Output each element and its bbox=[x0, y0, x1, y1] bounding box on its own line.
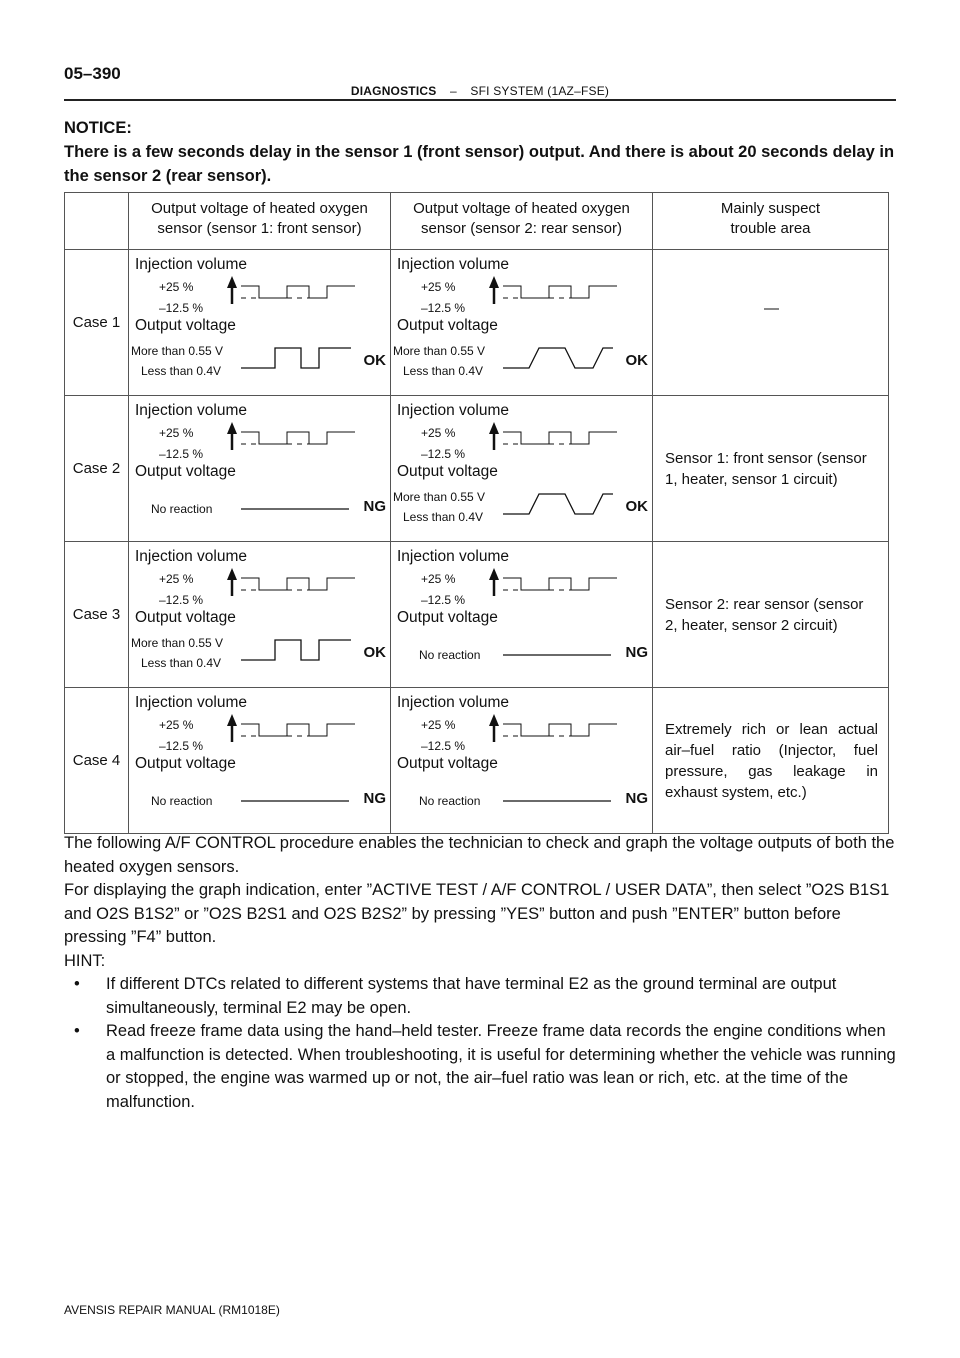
header-cell-rear-sensor: Output voltage of heated oxygen sensor (sensor 2: rear sensor) bbox=[391, 193, 653, 250]
result-badge: NG bbox=[625, 790, 648, 807]
output-voltage-label: Output voltage bbox=[397, 317, 498, 334]
injection-volume-label: Injection volume bbox=[397, 402, 510, 419]
flat-line-icon bbox=[503, 800, 613, 804]
minus-percent-label: –12.5 % bbox=[421, 301, 466, 315]
flat-line-icon bbox=[503, 654, 613, 658]
list-item bbox=[64, 1020, 898, 1114]
result-badge: OK bbox=[363, 644, 386, 661]
output-voltage-wave-icon bbox=[241, 344, 361, 374]
output-voltage-label: Output voltage bbox=[135, 609, 236, 626]
case-label: Case 4 bbox=[65, 688, 129, 834]
no-reaction-label: No reaction bbox=[151, 502, 213, 516]
hint-title: HINT: bbox=[64, 951, 106, 970]
bullet-text: If different DTCs related to different systems that have terminal E2 as the ground terminal are output simultaneously, terminal E2 may be open. bbox=[106, 975, 837, 1017]
body-text bbox=[64, 832, 898, 1114]
paragraph: For displaying the graph indication, enter ”ACTIVE TEST / A/F CONTROL / USER DATA”, then select ”O2S B1S1 and O2S B1S2” or ”O2S B2S1 and O2S B2S2” by pressing ”YES” button and push ”ENTER” button before pressing ”F4” button. bbox=[64, 881, 890, 946]
trouble-area: Extremely rich or lean actual air–fuel ratio (Injector, fuel pressure, gas leakage in exhaust system, etc.) bbox=[653, 688, 889, 834]
rear-sensor-cell bbox=[391, 688, 653, 834]
list-item bbox=[64, 973, 898, 1020]
injection-wave-icon bbox=[489, 714, 629, 748]
table-row bbox=[65, 542, 889, 688]
table-header-row bbox=[65, 193, 889, 250]
result-badge: OK bbox=[625, 498, 648, 515]
injection-wave-icon bbox=[489, 422, 629, 456]
rear-sensor-cell bbox=[391, 250, 653, 396]
table-row bbox=[65, 688, 889, 834]
injection-volume-label: Injection volume bbox=[397, 694, 510, 711]
result-badge: NG bbox=[625, 644, 648, 661]
front-sensor-cell bbox=[129, 542, 391, 688]
flat-line-icon bbox=[241, 800, 351, 804]
output-voltage-wave-icon bbox=[241, 636, 361, 666]
minus-percent-label: –12.5 % bbox=[421, 739, 466, 753]
notice-title: NOTICE: bbox=[64, 119, 132, 137]
output-voltage-label: Output voltage bbox=[397, 609, 498, 626]
injection-wave-icon bbox=[227, 714, 367, 748]
injection-wave-icon bbox=[489, 276, 629, 310]
paragraph: The following A/F CONTROL procedure enables the technician to check and graph the voltage outputs of both the heated oxygen sensors. bbox=[64, 834, 895, 876]
less-than-label: Less than 0.4V bbox=[403, 364, 484, 378]
result-badge: NG bbox=[363, 498, 386, 515]
table-row bbox=[65, 250, 889, 396]
diagnosis-table bbox=[64, 192, 889, 834]
header-cell-case bbox=[65, 193, 129, 250]
minus-percent-label: –12.5 % bbox=[159, 739, 204, 753]
output-voltage-label: Output voltage bbox=[397, 755, 498, 772]
more-than-label: More than 0.55 V bbox=[393, 344, 486, 358]
table-row bbox=[65, 396, 889, 542]
minus-percent-label: –12.5 % bbox=[421, 593, 466, 607]
front-sensor-cell bbox=[129, 396, 391, 542]
output-voltage-wave-icon bbox=[503, 490, 623, 520]
less-than-label: Less than 0.4V bbox=[141, 364, 222, 378]
front-sensor-cell bbox=[129, 250, 391, 396]
injection-volume-label: Injection volume bbox=[135, 402, 248, 419]
notice-text: There is a few seconds delay in the sensor 1 (front sensor) output. And there is about 20 seconds delay in the sensor 2 (rear sensor). bbox=[64, 143, 895, 185]
output-voltage-label: Output voltage bbox=[397, 463, 498, 480]
no-reaction-label: No reaction bbox=[419, 648, 481, 662]
page-number: 05–390 bbox=[64, 64, 121, 83]
more-than-label: More than 0.55 V bbox=[393, 490, 486, 504]
injection-volume-label: Injection volume bbox=[135, 256, 248, 273]
injection-volume-label: Injection volume bbox=[135, 694, 248, 711]
result-badge: NG bbox=[363, 790, 386, 807]
injection-wave-icon bbox=[227, 276, 367, 310]
output-voltage-wave-icon bbox=[503, 344, 623, 374]
flat-line-icon bbox=[241, 508, 351, 512]
injection-volume-label: Injection volume bbox=[397, 256, 510, 273]
no-reaction-label: No reaction bbox=[419, 794, 481, 808]
plus-percent-label: +25 % bbox=[159, 280, 194, 294]
front-sensor-cell bbox=[129, 688, 391, 834]
injection-volume-label: Injection volume bbox=[135, 548, 248, 565]
bullet-icon: • bbox=[74, 975, 80, 993]
plus-percent-label: +25 % bbox=[421, 718, 456, 732]
plus-percent-label: +25 % bbox=[421, 280, 456, 294]
plus-percent-label: +25 % bbox=[159, 572, 194, 586]
case-label: Case 2 bbox=[65, 396, 129, 542]
header-separator: – bbox=[449, 84, 457, 98]
plus-percent-label: +25 % bbox=[159, 426, 194, 440]
more-than-label: More than 0.55 V bbox=[131, 344, 224, 358]
trouble-area: — bbox=[653, 250, 889, 396]
no-reaction-label: No reaction bbox=[151, 794, 213, 808]
header-subsection: SFI SYSTEM (1AZ–FSE) bbox=[470, 84, 610, 98]
injection-wave-icon bbox=[489, 568, 629, 602]
result-badge: OK bbox=[625, 352, 648, 369]
injection-volume-label: Injection volume bbox=[397, 548, 510, 565]
injection-wave-icon bbox=[227, 422, 367, 456]
header-rule bbox=[64, 99, 896, 101]
output-voltage-label: Output voltage bbox=[135, 755, 236, 772]
minus-percent-label: –12.5 % bbox=[421, 447, 466, 461]
trouble-area: Sensor 1: front sensor (sensor 1, heater, sensor 1 circuit) bbox=[653, 396, 889, 542]
minus-percent-label: –12.5 % bbox=[159, 301, 204, 315]
footer-manual: AVENSIS REPAIR MANUAL (RM1018E) bbox=[64, 1303, 280, 1317]
running-header bbox=[0, 84, 960, 98]
case-label: Case 1 bbox=[65, 250, 129, 396]
less-than-label: Less than 0.4V bbox=[403, 510, 484, 524]
case-label: Case 3 bbox=[65, 542, 129, 688]
trouble-area: Sensor 2: rear sensor (sensor 2, heater, sensor 2 circuit) bbox=[653, 542, 889, 688]
rear-sensor-cell bbox=[391, 396, 653, 542]
header-section: DIAGNOSTICS bbox=[350, 84, 437, 98]
minus-percent-label: –12.5 % bbox=[159, 447, 204, 461]
injection-wave-icon bbox=[227, 568, 367, 602]
plus-percent-label: +25 % bbox=[421, 426, 456, 440]
less-than-label: Less than 0.4V bbox=[141, 656, 222, 670]
more-than-label: More than 0.55 V bbox=[131, 636, 224, 650]
output-voltage-label: Output voltage bbox=[135, 463, 236, 480]
plus-percent-label: +25 % bbox=[421, 572, 456, 586]
rear-sensor-cell bbox=[391, 542, 653, 688]
result-badge: OK bbox=[363, 352, 386, 369]
header-cell-front-sensor: Output voltage of heated oxygen sensor (sensor 1: front sensor) bbox=[129, 193, 391, 250]
bullet-text: Read freeze frame data using the hand–held tester. Freeze frame data records the engine conditions when a malfunction is detected. When troubleshooting, it is useful for determining whether the vehicle was running or stopped, the engine was warmed up or not, the air–fuel ratio was lean or rich, etc. at the time of the malfunction. bbox=[106, 1022, 896, 1111]
output-voltage-label: Output voltage bbox=[135, 317, 236, 334]
header-cell-trouble-area: Mainly suspect trouble area bbox=[653, 193, 889, 250]
minus-percent-label: –12.5 % bbox=[159, 593, 204, 607]
notice-block bbox=[64, 116, 898, 188]
bullet-icon: • bbox=[74, 1022, 80, 1040]
plus-percent-label: +25 % bbox=[159, 718, 194, 732]
